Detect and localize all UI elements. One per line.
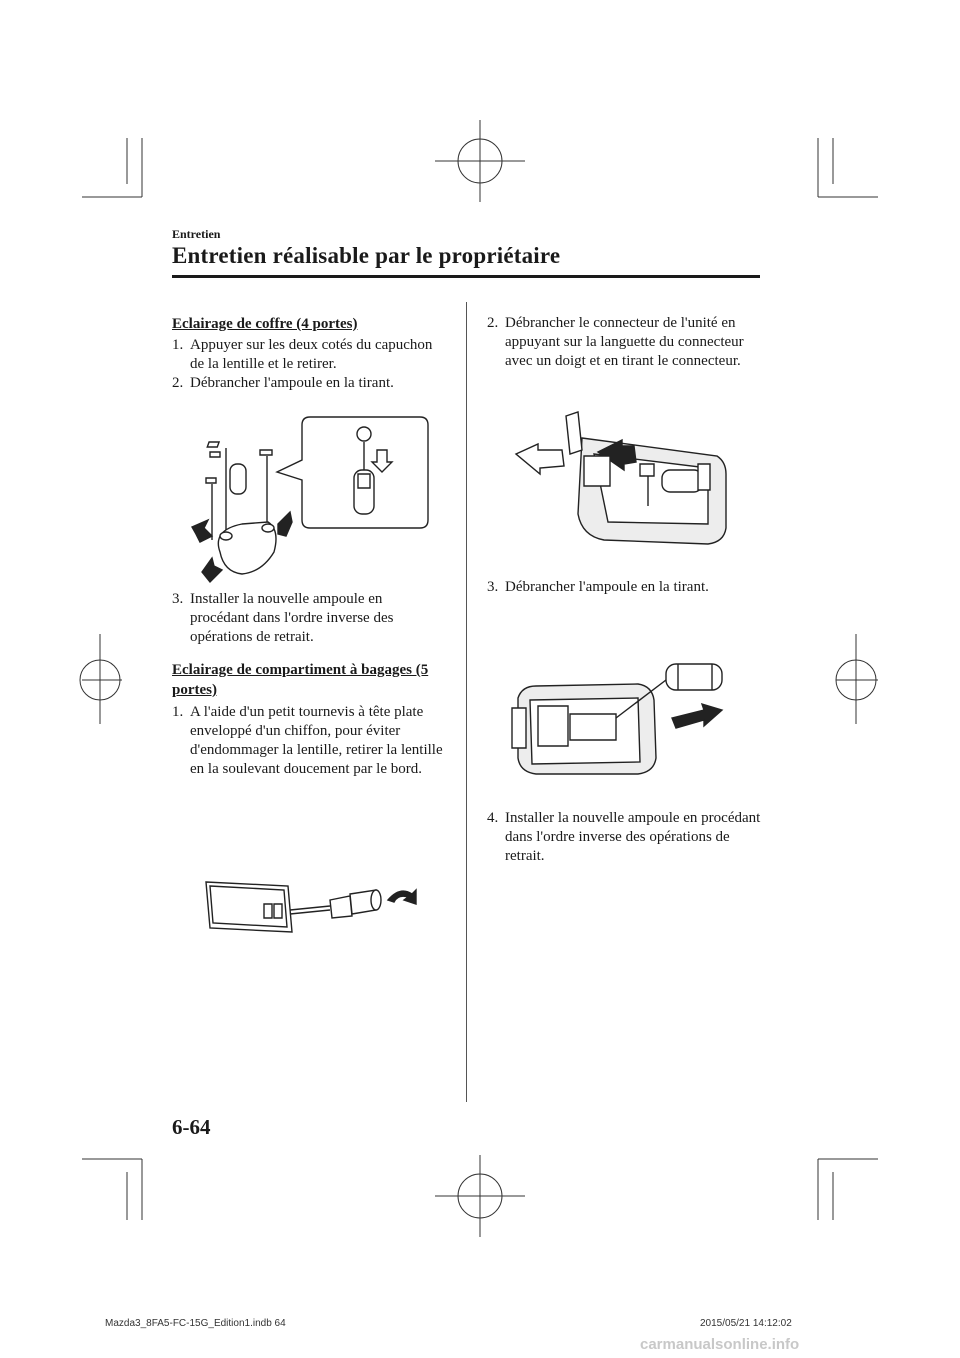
step-text: Débrancher l'ampoule en la tirant. xyxy=(190,375,394,391)
step-number: 1. xyxy=(172,337,184,353)
luggage-step-1 xyxy=(172,703,452,779)
trunk-light-heading: Eclairage de coffre (4 portes) xyxy=(172,316,358,332)
luggage-step-3 xyxy=(487,578,767,597)
step-number: 3. xyxy=(172,591,184,607)
trunk-step-2 xyxy=(172,374,440,393)
page-number: 6-64 xyxy=(172,1115,211,1139)
luggage-light-heading: Eclairage de compartiment à bagages (5 portes) xyxy=(172,662,429,698)
bulb-removal-illustration xyxy=(508,658,748,778)
step-number: 2. xyxy=(487,315,499,331)
title-rule xyxy=(172,275,760,278)
connector-disconnect-illustration xyxy=(512,410,742,550)
lens-pry-screwdriver-illustration xyxy=(200,870,420,940)
trunk-light-removal-illustration xyxy=(182,412,432,587)
step-text: Débrancher le connecteur de l'unité en appuyant sur la languette du connecteur avec un doigt et en tirant le connecteur. xyxy=(505,315,744,369)
step-number: 2. xyxy=(172,375,184,391)
trunk-step-3 xyxy=(172,590,440,647)
column-divider xyxy=(466,302,467,1102)
luggage-step-2 xyxy=(487,314,767,371)
luggage-step-4 xyxy=(487,809,767,866)
section-label: Entretien xyxy=(172,227,221,241)
watermark: carmanualsonline.info xyxy=(640,1336,800,1353)
step-number: 3. xyxy=(487,579,499,595)
step-text: Appuyer sur les deux cotés du capuchon de la lentille et le retirer. xyxy=(190,337,433,372)
chapter-title: Entretien réalisable par le propriétaire xyxy=(172,243,561,268)
step-text: Installer la nouvelle ampoule en procédant dans l'ordre inverse des opérations de retrait. xyxy=(190,591,394,645)
step-number: 1. xyxy=(172,704,184,720)
step-text: Installer la nouvelle ampoule en procédant dans l'ordre inverse des opérations de retrait. xyxy=(505,810,761,864)
trunk-step-1 xyxy=(172,336,440,374)
step-number: 4. xyxy=(487,810,499,826)
print-timestamp: 2015/05/21 14:12:02 xyxy=(700,1318,792,1329)
step-text: Débrancher l'ampoule en la tirant. xyxy=(505,579,709,595)
print-file-name: Mazda3_8FA5-FC-15G_Edition1.indb 64 xyxy=(105,1318,286,1329)
step-text: A l'aide d'un petit tournevis à tête plate enveloppé d'un chiffon, pour éviter d'endommager la lentille, retirer la lentille en la soulevant doucement par le bord. xyxy=(190,704,443,777)
